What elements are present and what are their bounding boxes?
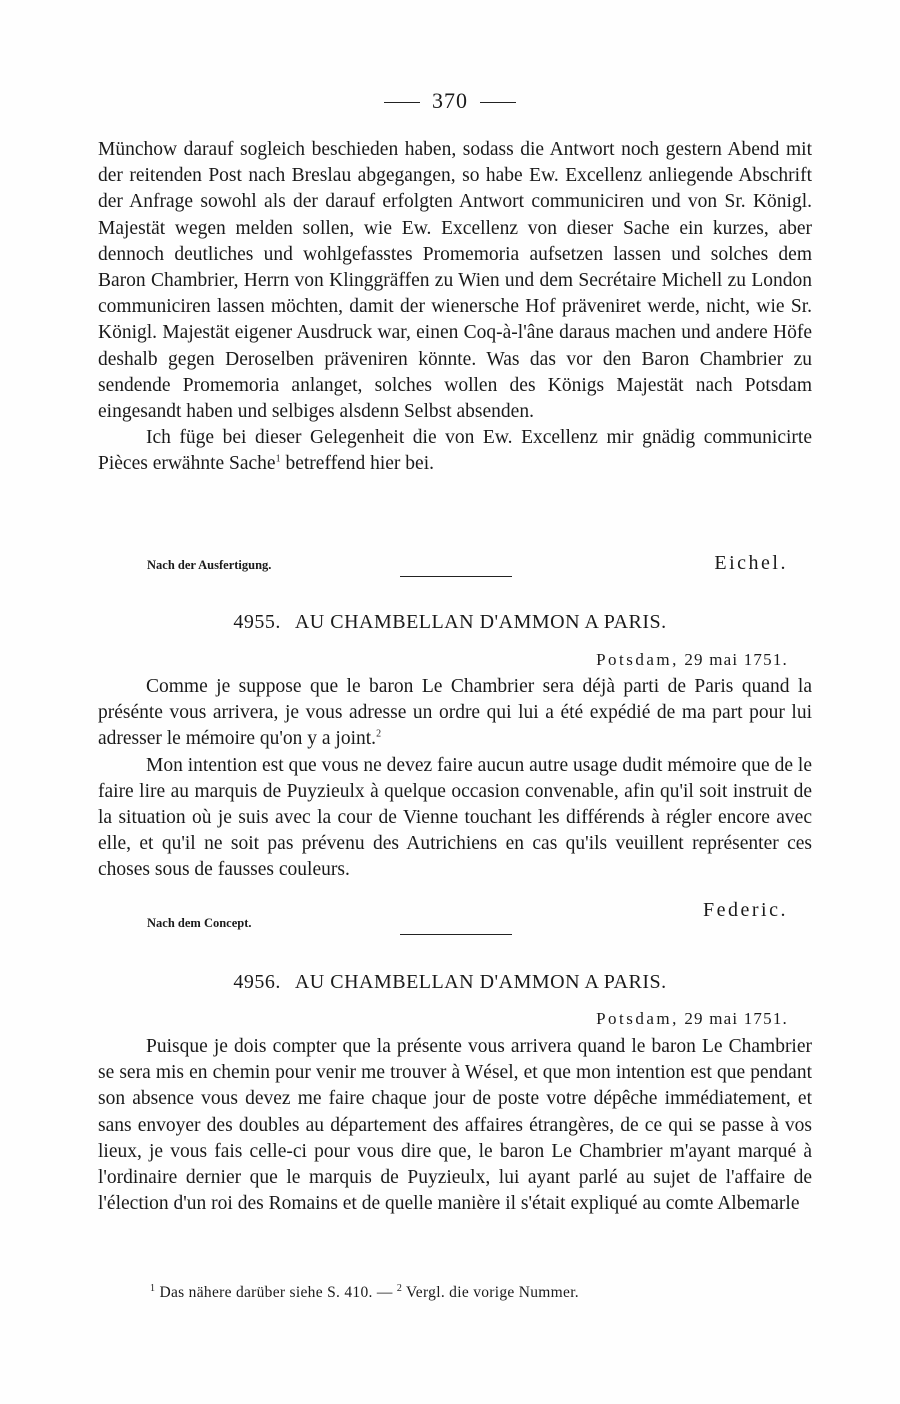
page-number-dash-right [480,102,516,103]
page-number-dash-left [384,102,420,103]
footnotes [150,1284,579,1302]
paragraph-4955-1-text: Comme je suppose que le baron Le Chambrier sera déjà parti de Paris quand la présénte vous arrivera, je vous adresse un ordre qui lui a été expédié de ma part pour lui adresser le mémoire qu'on y a joint. [98,676,812,750]
document-title: AU CHAMBELLAN D'AMMON A PARIS. [294,611,667,633]
letter-4956-body [98,1034,812,1217]
paragraph-1: Münchow darauf sogleich beschieden haben, sodass die Antwort noch gestern Abend mit der reitenden Post nach Breslau abgegangen, so habe Ew. Excellenz anliegende Abschrift der Anfrage sowohl als der darauf erfolgten Antwort communiciren und von Sr. Königl. Majestät wegen melden sollen, wie Ew. Excellenz von dieser Sache ein kurzes, aber dennoch deutliches und wohlgefasstes Promemoria aufsetzen lassen und solches dem Baron Chambrier, Herrn von Klinggräffen zu Wien und dem Secrétaire Michell zu London communiciren lassen möchten, damit der wienersche Hof präveniret werde, nicht, wie Sr. Königl. Majestät eigener Ausdruck war, einen Coq-à-l'âne daraus machen und andere Höfe deshalb gegen Deroselben präveniren könnte. Was das vor den Baron Chambrier zu sendende Promemoria anlanget, solches wollen des Königs Majestät nach Potsdam eingesandt haben und selbiges alsdenn Selbst absenden. [98,139,812,423]
document-number: 4955. [233,611,281,633]
paragraph-4955-1 [98,674,812,753]
source-note-2: Nach dem Concept. [147,916,252,930]
signature-federic: Federic. [703,899,788,921]
dateline-4956 [596,1009,788,1029]
footnote-ref-1: 1 [275,453,281,465]
paragraph-2-text: Ich füge bei dieser Gelegenheit die von Ew. Excellenz mir gnädig communicirte Pièces erwähnte Sache [98,427,812,475]
separator-rule-1 [400,576,512,577]
footnote-ref-2: 2 [376,728,382,740]
document-title: AU CHAMBELLAN D'AMMON A PARIS. [294,971,667,993]
paragraph-2-end: betreffend hier bei. [280,453,434,475]
separator-rule-2 [400,934,512,935]
footnote-1-mark: 1 [150,1282,156,1294]
paragraph-2 [98,425,812,477]
document-heading-4955 [0,611,900,634]
dateline-place: Potsdam, [596,1009,679,1028]
dateline-date: 29 mai 1751. [684,650,788,669]
dateline-date: 29 mai 1751. [684,1009,788,1028]
letter-4955-body [98,674,812,884]
dateline-4955 [596,650,788,670]
footnote-2-text: Vergl. die vorige Nummer. [402,1284,579,1301]
document-number: 4956. [233,971,281,993]
footnote-2-mark: 2 [396,1282,403,1294]
signature-eichel: Eichel. [714,552,788,574]
page-number [0,88,900,114]
page-number-text: 370 [432,88,468,113]
document-heading-4956 [0,971,900,994]
dateline-place: Potsdam, [596,650,679,669]
paragraph-4955-2: Mon intention est que vous ne devez faire aucun autre usage dudit mémoire que de le faire lire au marquis de Puyzieulx à quelque occasion convenable, afin qu'il soit instruit de la situation où je suis avec la cour de Vienne touchant les différends à régler encore avec elle, et qu'il ne soit pas prévenu des Autrichiens en cas qu'ils veuillent représenter ces choses sous de fausses couleurs. [98,754,812,881]
letter-continuation [98,137,812,478]
source-note-1: Nach der Ausfertigung. [147,558,272,572]
paragraph-4956-1: Puisque je dois compter que la présente vous arrivera quand le baron Le Chambrier se sera mis en chemin pour venir me trouver à Wésel, et que mon intention est que pendant son absence vous devez me faire chaque jour de poste votre dépêche immédiatement, et sans envoyer des doubles au département des affaires étrangères, de ce qui se passe à vos lieux, je vous fais celle-ci pour vous dire que, le baron Le Chambrier m'ayant marqué à l'ordinaire dernier que le marquis de Puyzieulx, lui ayant parlé au sujet de l'affaire de l'élection d'un roi des Romains et de quelle manière il s'était expliqué au comte Albemarle [98,1036,812,1215]
footnote-1-text: Das nähere darüber siehe S. 410. — [155,1284,397,1301]
